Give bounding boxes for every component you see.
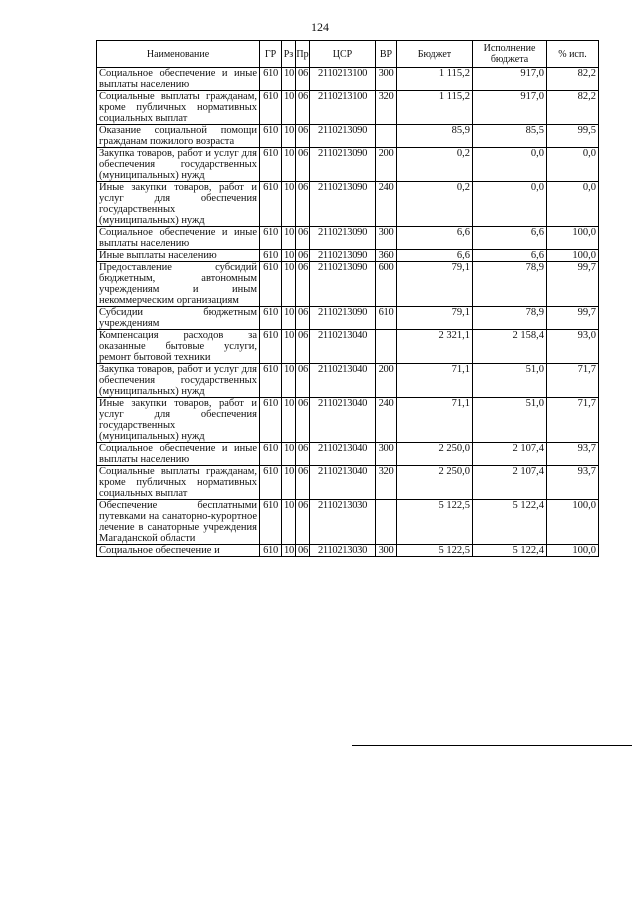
cell-budget: 1 115,2 <box>397 68 473 91</box>
cell-csr: 2110213090 <box>310 250 376 262</box>
cell-gr: 610 <box>260 398 282 443</box>
cell-pct: 100,0 <box>547 500 599 545</box>
cell-pr: 06 <box>296 68 310 91</box>
table-row <box>97 307 599 330</box>
cell-csr: 2110213030 <box>310 500 376 545</box>
cell-budget: 2 250,0 <box>397 466 473 500</box>
cell-pct: 100,0 <box>547 250 599 262</box>
cell-gr: 610 <box>260 307 282 330</box>
cell-pr: 06 <box>296 148 310 182</box>
cell-gr: 610 <box>260 125 282 148</box>
cell-vr: 240 <box>376 398 397 443</box>
cell-gr: 610 <box>260 91 282 125</box>
cell-rz: 10 <box>282 466 296 500</box>
cell-pct: 93,7 <box>547 466 599 500</box>
header-rz: Рз <box>282 41 296 68</box>
cell-pct: 0,0 <box>547 148 599 182</box>
cell-vr: 300 <box>376 443 397 466</box>
cell-pr: 06 <box>296 262 310 307</box>
cell-pct: 71,7 <box>547 398 599 443</box>
cell-pr: 06 <box>296 398 310 443</box>
cell-vr <box>376 500 397 545</box>
cell-pct: 93,0 <box>547 330 599 364</box>
table-row <box>97 466 599 500</box>
cell-name: Социальное обеспечение и <box>97 545 260 557</box>
cell-pct: 0,0 <box>547 182 599 227</box>
cell-pr: 06 <box>296 91 310 125</box>
cell-rz: 10 <box>282 182 296 227</box>
cell-csr: 2110213030 <box>310 545 376 557</box>
cell-pr: 06 <box>296 545 310 557</box>
table-row <box>97 227 599 250</box>
cell-name: Оказание социальной помощи гражданам пожилого возраста <box>97 125 260 148</box>
cell-budget: 79,1 <box>397 262 473 307</box>
cell-rz: 10 <box>282 227 296 250</box>
cell-budget: 71,1 <box>397 398 473 443</box>
cell-pct: 99,7 <box>547 262 599 307</box>
table-row <box>97 250 599 262</box>
divider-line <box>352 745 632 746</box>
cell-gr: 610 <box>260 500 282 545</box>
cell-budget: 5 122,5 <box>397 545 473 557</box>
cell-gr: 610 <box>260 68 282 91</box>
cell-pct: 71,7 <box>547 364 599 398</box>
cell-rz: 10 <box>282 68 296 91</box>
cell-rz: 10 <box>282 364 296 398</box>
cell-csr: 2110213100 <box>310 91 376 125</box>
cell-budget: 6,6 <box>397 227 473 250</box>
cell-execution: 51,0 <box>473 364 547 398</box>
cell-name: Закупка товаров, работ и услуг для обеспечения государственных (муниципальных) нужд <box>97 364 260 398</box>
header-vr: ВР <box>376 41 397 68</box>
cell-vr: 300 <box>376 545 397 557</box>
cell-csr: 2110213090 <box>310 148 376 182</box>
cell-execution: 5 122,4 <box>473 500 547 545</box>
cell-gr: 610 <box>260 262 282 307</box>
cell-csr: 2110213040 <box>310 330 376 364</box>
table-row <box>97 182 599 227</box>
cell-rz: 10 <box>282 148 296 182</box>
cell-name: Социальные выплаты гражданам, кроме публичных нормативных социальных выплат <box>97 91 260 125</box>
cell-pct: 99,5 <box>547 125 599 148</box>
cell-csr: 2110213100 <box>310 68 376 91</box>
cell-execution: 2 158,4 <box>473 330 547 364</box>
header-pct: % исп. <box>547 41 599 68</box>
cell-gr: 610 <box>260 466 282 500</box>
cell-execution: 6,6 <box>473 227 547 250</box>
table-body <box>97 68 599 557</box>
cell-pr: 06 <box>296 182 310 227</box>
cell-execution: 0,0 <box>473 148 547 182</box>
cell-name: Субсидии бюджетным учреждениям <box>97 307 260 330</box>
cell-budget: 79,1 <box>397 307 473 330</box>
cell-gr: 610 <box>260 545 282 557</box>
table-row <box>97 148 599 182</box>
cell-gr: 610 <box>260 182 282 227</box>
cell-name: Иные закупки товаров, работ и услуг для обеспечения государственных (муниципальных) нужд <box>97 398 260 443</box>
cell-rz: 10 <box>282 262 296 307</box>
cell-gr: 610 <box>260 250 282 262</box>
cell-name: Социальное обеспечение и иные выплаты населению <box>97 443 260 466</box>
budget-table <box>96 40 599 557</box>
cell-pct: 82,2 <box>547 68 599 91</box>
cell-pct: 100,0 <box>547 545 599 557</box>
cell-csr: 2110213040 <box>310 443 376 466</box>
cell-vr: 240 <box>376 182 397 227</box>
table-row <box>97 443 599 466</box>
cell-pct: 93,7 <box>547 443 599 466</box>
table-row <box>97 262 599 307</box>
cell-vr: 200 <box>376 148 397 182</box>
cell-pr: 06 <box>296 307 310 330</box>
table-row <box>97 68 599 91</box>
cell-name: Компенсация расходов за оказанные бытовые услуги, ремонт бытовой техники <box>97 330 260 364</box>
cell-execution: 6,6 <box>473 250 547 262</box>
cell-name: Предоставление субсидий бюджетным, автономным учреждениям и иным некоммерческим организациям <box>97 262 260 307</box>
cell-budget: 2 250,0 <box>397 443 473 466</box>
header-execution: Исполнение бюджета <box>473 41 547 68</box>
cell-budget: 71,1 <box>397 364 473 398</box>
cell-rz: 10 <box>282 91 296 125</box>
cell-budget: 6,6 <box>397 250 473 262</box>
cell-vr: 200 <box>376 364 397 398</box>
cell-gr: 610 <box>260 227 282 250</box>
cell-vr <box>376 125 397 148</box>
page-number: 124 <box>311 20 329 34</box>
cell-execution: 85,5 <box>473 125 547 148</box>
cell-execution: 0,0 <box>473 182 547 227</box>
cell-gr: 610 <box>260 330 282 364</box>
cell-vr: 360 <box>376 250 397 262</box>
cell-execution: 78,9 <box>473 262 547 307</box>
cell-name: Социальное обеспечение и иные выплаты населению <box>97 227 260 250</box>
cell-csr: 2110213040 <box>310 398 376 443</box>
cell-rz: 10 <box>282 330 296 364</box>
header-gr: ГР <box>260 41 282 68</box>
table-row <box>97 330 599 364</box>
header-name: Наименование <box>97 41 260 68</box>
cell-rz: 10 <box>282 307 296 330</box>
cell-pr: 06 <box>296 500 310 545</box>
cell-pct: 82,2 <box>547 91 599 125</box>
cell-pr: 06 <box>296 364 310 398</box>
header-pr: Пр <box>296 41 310 68</box>
cell-name: Закупка товаров, работ и услуг для обеспечения государственных (муниципальных) нужд <box>97 148 260 182</box>
cell-pct: 99,7 <box>547 307 599 330</box>
cell-execution: 2 107,4 <box>473 466 547 500</box>
cell-budget: 1 115,2 <box>397 91 473 125</box>
cell-vr: 300 <box>376 68 397 91</box>
cell-execution: 51,0 <box>473 398 547 443</box>
cell-name: Иные выплаты населению <box>97 250 260 262</box>
cell-rz: 10 <box>282 443 296 466</box>
cell-csr: 2110213090 <box>310 262 376 307</box>
header-budget: Бюджет <box>397 41 473 68</box>
cell-vr: 300 <box>376 227 397 250</box>
cell-execution: 5 122,4 <box>473 545 547 557</box>
cell-vr: 320 <box>376 91 397 125</box>
table-header-row <box>97 41 599 68</box>
cell-execution: 917,0 <box>473 91 547 125</box>
cell-execution: 917,0 <box>473 68 547 91</box>
table-row <box>97 398 599 443</box>
table-row <box>97 545 599 557</box>
cell-name: Социальное обеспечение и иные выплаты населению <box>97 68 260 91</box>
table-row <box>97 364 599 398</box>
cell-csr: 2110213040 <box>310 364 376 398</box>
cell-name: Социальные выплаты гражданам, кроме публичных нормативных социальных выплат <box>97 466 260 500</box>
cell-vr <box>376 330 397 364</box>
cell-rz: 10 <box>282 545 296 557</box>
cell-pct: 100,0 <box>547 227 599 250</box>
cell-csr: 2110213090 <box>310 307 376 330</box>
cell-rz: 10 <box>282 125 296 148</box>
cell-pr: 06 <box>296 125 310 148</box>
cell-csr: 2110213040 <box>310 466 376 500</box>
table-row <box>97 91 599 125</box>
cell-csr: 2110213090 <box>310 182 376 227</box>
cell-gr: 610 <box>260 148 282 182</box>
cell-budget: 0,2 <box>397 148 473 182</box>
cell-gr: 610 <box>260 443 282 466</box>
table-row <box>97 500 599 545</box>
cell-pr: 06 <box>296 443 310 466</box>
cell-pr: 06 <box>296 227 310 250</box>
cell-name: Обеспечение бесплатными путевками на санаторно-курортное лечение в санаторные учреждения Магаданской области <box>97 500 260 545</box>
table-row <box>97 125 599 148</box>
cell-rz: 10 <box>282 250 296 262</box>
cell-execution: 78,9 <box>473 307 547 330</box>
cell-name: Иные закупки товаров, работ и услуг для обеспечения государственных (муниципальных) нужд <box>97 182 260 227</box>
cell-execution: 2 107,4 <box>473 443 547 466</box>
cell-budget: 5 122,5 <box>397 500 473 545</box>
cell-gr: 610 <box>260 364 282 398</box>
cell-rz: 10 <box>282 500 296 545</box>
cell-pr: 06 <box>296 250 310 262</box>
cell-budget: 2 321,1 <box>397 330 473 364</box>
cell-budget: 85,9 <box>397 125 473 148</box>
cell-rz: 10 <box>282 398 296 443</box>
cell-pr: 06 <box>296 466 310 500</box>
cell-vr: 320 <box>376 466 397 500</box>
cell-vr: 610 <box>376 307 397 330</box>
cell-csr: 2110213090 <box>310 227 376 250</box>
cell-budget: 0,2 <box>397 182 473 227</box>
cell-pr: 06 <box>296 330 310 364</box>
cell-csr: 2110213090 <box>310 125 376 148</box>
cell-vr: 600 <box>376 262 397 307</box>
header-csr: ЦСР <box>310 41 376 68</box>
